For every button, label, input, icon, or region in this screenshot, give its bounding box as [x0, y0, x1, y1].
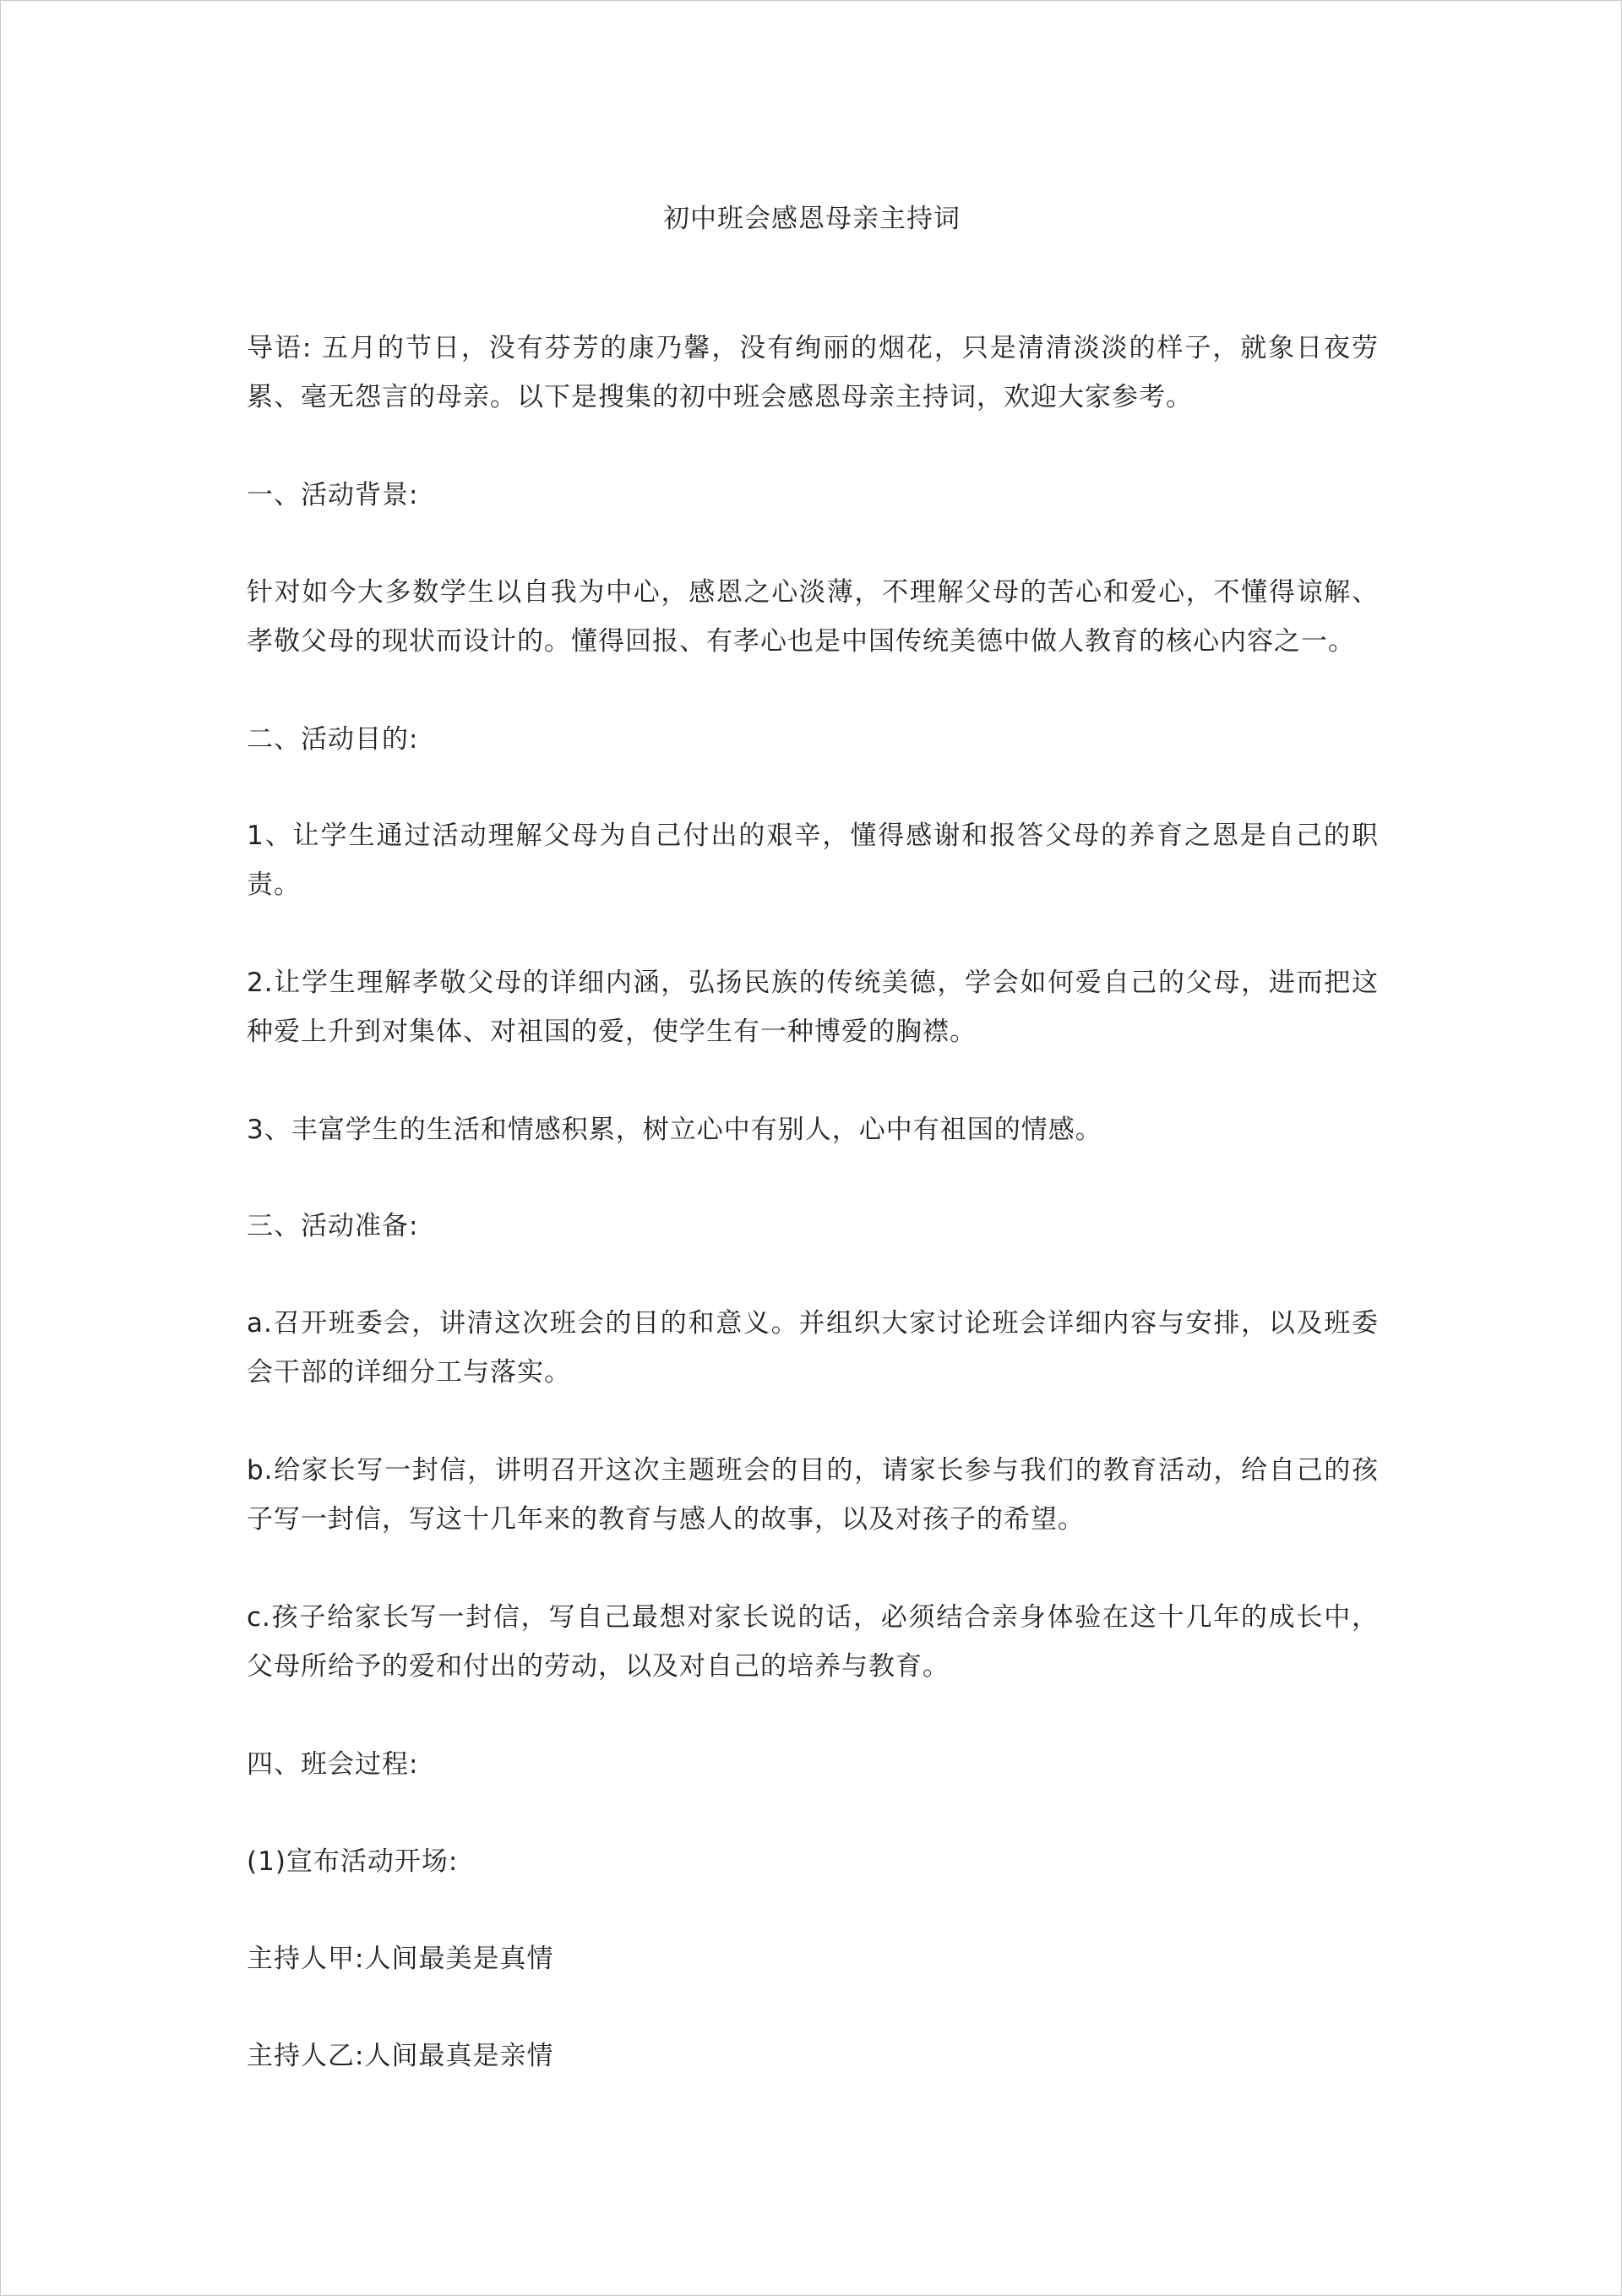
preparation-item-b: b.给家长写一封信，讲明召开这次主题班会的目的，请家长参与我们的教育活动，给自己的孩子写一封信，写这十几年来的教育与感人的故事，以及对孩子的希望。	[247, 1455, 1379, 1535]
purpose-item-3: 3、丰富学生的生活和情感积累，树立心中有别人，心中有祖国的情感。	[247, 1115, 1102, 1145]
host-b-line: 主持人乙:人间最真是亲情	[247, 2041, 554, 2071]
section-heading-background: 一、活动背景:	[247, 480, 419, 510]
preparation-item-a: a.召开班委会，讲清这次班会的目的和意义。并组织大家讨论班会详细内容与安排，以及班委会干部的详细分工与落实。	[247, 1308, 1379, 1388]
section-heading-process: 四、班会过程:	[247, 1749, 419, 1780]
section-heading-preparation: 三、活动准备:	[247, 1211, 419, 1241]
intro-paragraph: 导语: 五月的节日，没有芬芳的康乃馨，没有绚丽的烟花，只是清清淡淡的样子，就象日夜劳累、毫无怨言的母亲。以下是搜集的初中班会感恩母亲主持词，欢迎大家参考。	[247, 333, 1379, 412]
preparation-item-c: c.孩子给家长写一封信，写自己最想对家长说的话，必须结合亲身体验在这十几年的成长中，父母所给予的爱和付出的劳动，以及对自己的培养与教育。	[247, 1602, 1379, 1682]
purpose-item-1: 1、让学生通过活动理解父母为自己付出的艰辛，懂得感谢和报答父母的养育之恩是自己的职责。	[247, 821, 1379, 900]
purpose-item-2: 2.让学生理解孝敬父母的详细内涵，弘扬民族的传统美德，学会如何爱自己的父母，进而把这种爱上升到对集体、对祖国的爱，使学生有一种博爱的胸襟。	[247, 968, 1379, 1047]
process-step-1: (1)宣布活动开场:	[247, 1846, 459, 1877]
section-heading-purpose: 二、活动目的:	[247, 724, 419, 755]
document-title: 初中班会感恩母亲主持词	[663, 204, 961, 234]
background-paragraph: 针对如今大多数学生以自我为中心，感恩之心淡薄，不理解父母的苦心和爱心，不懂得谅解、孝敬父母的现状而设计的。懂得回报、有孝心也是中国传统美德中做人教育的核心内容之一。	[247, 577, 1379, 657]
host-a-line: 主持人甲:人间最美是真情	[247, 1944, 554, 1974]
